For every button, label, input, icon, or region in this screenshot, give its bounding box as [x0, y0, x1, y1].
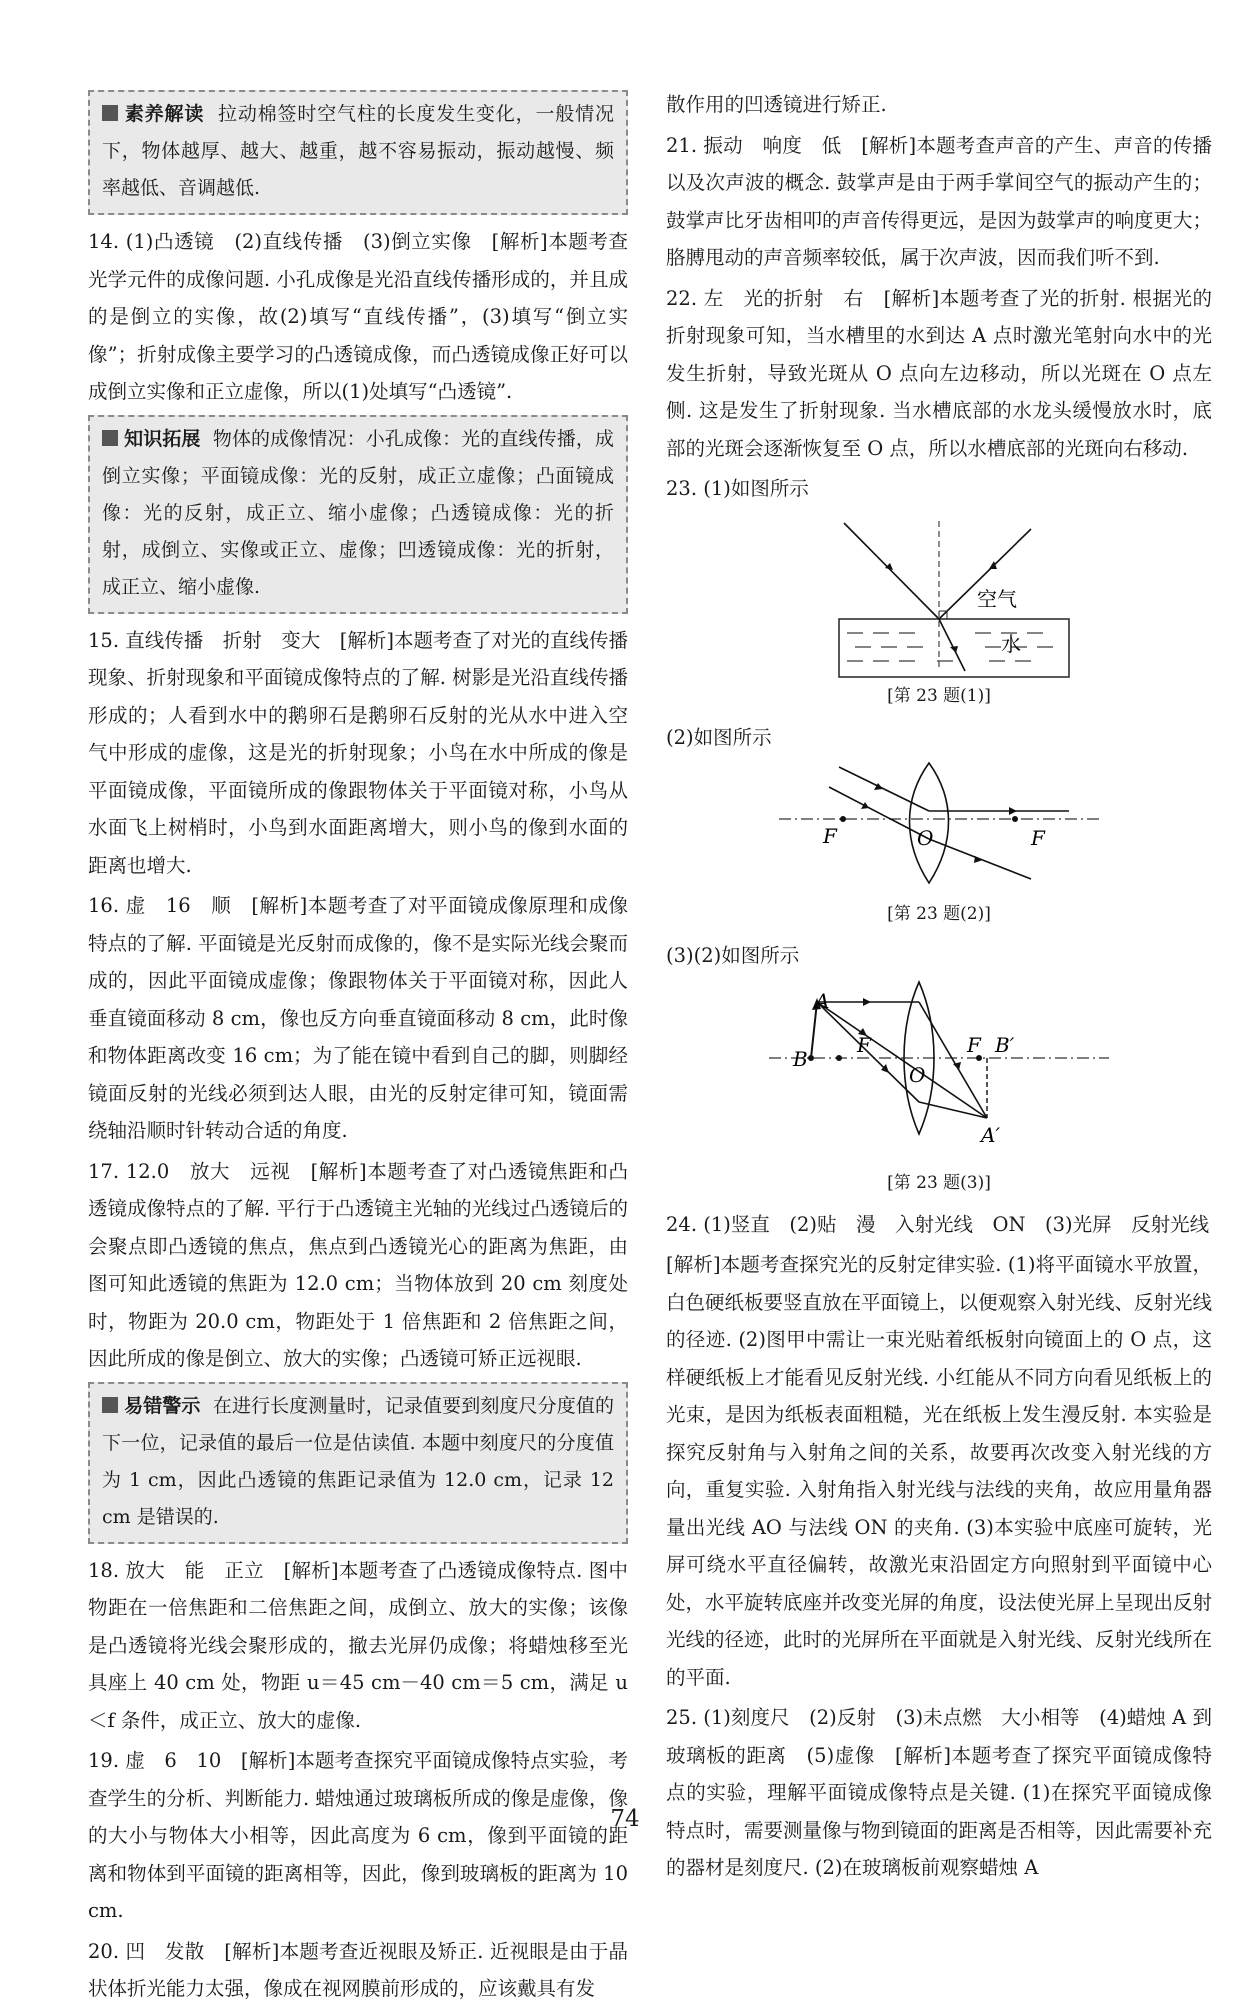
focal-ray-out	[919, 1102, 987, 1118]
concave-lens-diagram	[769, 759, 1109, 899]
focus-label-right: F	[967, 1032, 981, 1057]
answer-23-part1: 23. (1)如图所示	[666, 477, 809, 500]
ray-arrow-icon	[861, 802, 869, 809]
tip-box-text: 拉动棉签时空气柱的长度发生变化，一般情况下，物体越厚、越大、越重，越不容易振动，振动越慢、频率越低、音调越低.	[102, 103, 614, 199]
ray-arrow-icon	[1009, 807, 1017, 815]
ray-arrow-icon	[950, 646, 958, 653]
ray-arrow-icon	[863, 998, 871, 1006]
answer-24: 24. (1)竖直 (2)贴 漫 入射光线 ON (3)光屏 反射光线	[666, 1212, 1210, 1236]
tip-box-warning	[88, 1382, 628, 1544]
tip-box-title: 易错警示	[124, 1394, 201, 1417]
point-b-prime-label: B′	[995, 1032, 1015, 1057]
point-a-prime-label: A′	[981, 1122, 1000, 1147]
figure-caption: [第 23 题(1)]	[887, 685, 991, 706]
air-label: 空气	[977, 586, 1017, 611]
answer-23-part2: (2)如图所示	[666, 725, 772, 749]
focus-point-left	[836, 1055, 842, 1061]
refraction-diagram	[789, 511, 1089, 681]
answer-18: 18. 放大 能 正立 [解析]本题考查了凸透镜成像特点. 图中物距在一倍焦距和二倍焦距之间，成倒立、放大的实像；该像是凸透镜将光线会聚形成的，撤去光屏仍成像；将蜡烛移至光具座上 40 cm 处，物距 u＝45 cm－40 cm＝5 cm，满足 u＜f 条件，成正立、放大的虚像.	[88, 1558, 628, 1732]
convex-lens-imaging-diagram	[759, 978, 1119, 1168]
answer-24-analysis: [解析]本题考查探究光的反射定律实验. (1)将平面镜水平放置，白色硬纸板要竖直放在平面镜上，以便观察入射光线、反射光线的径迹. (2)图甲中需让一束光贴着纸板射向镜面上的 O 点，这样硬纸板上才能看见反射光线. 小红能从不同方向看见纸板上的光束，是因为纸板表面粗糙，光在纸板上发生漫反射. 本实验是探究反射角与入射角之间的关系，故要再次改变入射光线的方向，重复实验. 入射角指入射光线与法线的夹角，故应用量角器量出光线 AO 与法线 ON 的夹角. (3)本实验中底座可旋转，光屏可绕水平直径偏转，故激光束沿固定方向照射到平面镜中心处，水平旋转底座并改变光屏的角度，设法使光屏上呈现出反射光线的径迹，此时的光屏所在平面就是入射光线、反射光线所在的平面.	[666, 1253, 1213, 1689]
answer-21: 21. 振动 响度 低 [解析]本题考查声音的产生、声音的传播以及次声波的概念. 鼓掌声是由于两手掌间空气的振动产生的；鼓掌声比牙齿相叩的声音传得更远，是因为鼓掌声的响度更大；胳膊甩动的声音频率较低，属于次声波，因而我们听不到.	[666, 133, 1213, 269]
focus-point-left	[840, 816, 846, 822]
optical-center-label: O	[909, 1062, 926, 1087]
box-marker-icon	[102, 105, 118, 121]
focus-label-right: F	[1031, 826, 1045, 850]
lens	[910, 763, 949, 883]
right-column	[666, 86, 1212, 1890]
answer-14: 14. (1)凸透镜 (2)直线传播 (3)倒立实像 [解析]本题考查光学元件的成像问题. 小孔成像是光沿直线传播形成的，并且成的是倒立的实像，故(2)填写“直线传播”，(3)填写“倒立实像”；折射成像主要学习的凸透镜成像，而凸透镜成像正好可以成倒立实像和正立虚像，所以(1)处填写“凸透镜”.	[88, 230, 628, 403]
answer-20: 20. 凹 发散 [解析]本题考查近视眼及矫正. 近视眼是由于晶状体折光能力太强，像成在视网膜前形成的，应该戴具有发	[88, 1939, 628, 2000]
box-marker-icon	[102, 1397, 118, 1413]
answer-23-part3: (3)(2)如图所示	[666, 944, 800, 967]
answer-25: 25. (1)刻度尺 (2)反射 (3)未点燃 大小相等 (4)蜡烛 A 到玻璃板的距离 (5)虚像 [解析]本题考查了探究平面镜成像特点的实验，理解平面镜成像特点是关键. (1)在探究平面镜成像特点时，需要测量像与物到镜面的距离是否相等，因此需要补充的器材是刻度尺. (2)在玻璃板前观察蜡烛 A	[666, 1706, 1213, 1879]
water-label: 水	[1001, 631, 1021, 656]
tip-box-extension	[88, 415, 628, 614]
tip-box-text: 物体的成像情况：小孔成像：光的直线传播，成倒立实像；平面镜成像：光的反射，成正立虚像；凸面镜成像：光的反射，成正立、缩小虚像；凸透镜成像：光的折射，成倒立、实像或正立、虚像；凹透镜成像：光的折射，成正立、缩小虚像.	[102, 427, 614, 598]
answer-22: 22. 左 光的折射 右 [解析]本题考查了光的折射. 根据光的折射现象可知，当水槽里的水到达 A 点时激光笔射向水中的光发生折射，导致光斑从 O 点向左边移动，所以光斑在 O 点左侧. 这是发生了折射现象. 当水槽底部的水龙头缓慢放水时，底部的光斑会逐渐恢复至 O 点，所以水槽底部的光斑向右移动.	[666, 286, 1212, 460]
page-number: 74	[610, 1806, 640, 1832]
tip-box-title: 素养解读	[124, 103, 205, 125]
tip-box-title: 知识拓展	[124, 427, 201, 450]
tip-box-literacy	[88, 90, 628, 215]
answer-20-continued: 散作用的凹透镜进行矫正.	[666, 93, 887, 116]
answer-16: 16. 虚 16 顺 [解析]本题考查了对平面镜成像原理和成像特点的了解. 平面镜是光反射而成像的，像不是实际光线会聚而成的，因此平面镜成虚像；像跟物体关于平面镜对称，因此人垂直镜面移动 8 cm，像也反方向垂直镜面移动 8 cm，此时像和物体距离改变 16 cm；为了能在镜中看到自己的脚，则脚经镜面反射的光线必须到达人眼，由光的反射定律可知，镜面需绕轴沿顺时针转动合适的角度.	[88, 894, 628, 1142]
ray-arrow-icon	[989, 561, 997, 569]
ray-arrow-icon	[974, 856, 983, 863]
figure-caption: [第 23 题(2)]	[887, 904, 991, 924]
focus-point-right	[1012, 816, 1018, 822]
point-a-label: A	[815, 988, 830, 1013]
answer-15: 15. 直线传播 折射 变大 [解析]本题考查了对光的直线传播现象、折射现象和平面镜成像特点的了解. 树影是光沿直线传播形成的；人看到水中的鹅卵石是鹅卵石反射的光从水中进入空气中形成的虚像，这是光的折射现象；小鸟在水中所成的像是平面镜成像，平面镜所成的像跟物体关于平面镜对称，小鸟从水面飞上树梢时，小鸟到水面距离增大，则小鸟的像到水面的距离也增大.	[88, 628, 628, 877]
refracted-ray	[939, 619, 965, 671]
optical-center-label: O	[917, 826, 934, 850]
focus-label-left: F	[857, 1032, 871, 1057]
answer-19: 19. 虚 6 10 [解析]本题考查探究平面镜成像特点实验，考查学生的分析、判断能力. 蜡烛通过玻璃板所成的像是虚像，像的大小与物体大小相等，因此高度为 6 cm，像到平面镜的距离和物体到平面镜的距离相等，因此，像到玻璃板的距离为 10 cm.	[88, 1749, 628, 1922]
left-column	[88, 86, 628, 2011]
figure-caption: [第 23 题(3)]	[887, 1172, 991, 1193]
center-ray	[817, 1002, 987, 1118]
tip-box-text: 在进行长度测量时，记录值要到刻度尺分度值的下一位，记录值的最后一位是估读值. 本题中刻度尺的分度值为 1 cm，因此凸透镜的焦距记录值为 12.0 cm，记录 12 cm 是错误的.	[102, 1394, 614, 1528]
object-base-point	[808, 1055, 814, 1061]
answer-17: 17. 12.0 放大 远视 [解析]本题考查了对凸透镜焦距和凸透镜成像特点的了解. 平行于凸透镜主光轴的光线过凸透镜后的会聚点即凸透镜的焦点，焦点到凸透镜光心的距离为焦距，由图可知此透镜的焦距为 12.0 cm；当物体放到 20 cm 刻度处时，物距为 20.0 cm，物距处于 1 倍焦距和 2 倍焦距之间，因此所成的像是倒立、放大的实像；凸透镜可矫正远视眼.	[88, 1159, 628, 1370]
box-marker-icon	[102, 430, 118, 446]
focus-label-left: F	[823, 824, 837, 848]
incident-ray	[844, 523, 939, 619]
point-b-label: B	[793, 1046, 808, 1071]
